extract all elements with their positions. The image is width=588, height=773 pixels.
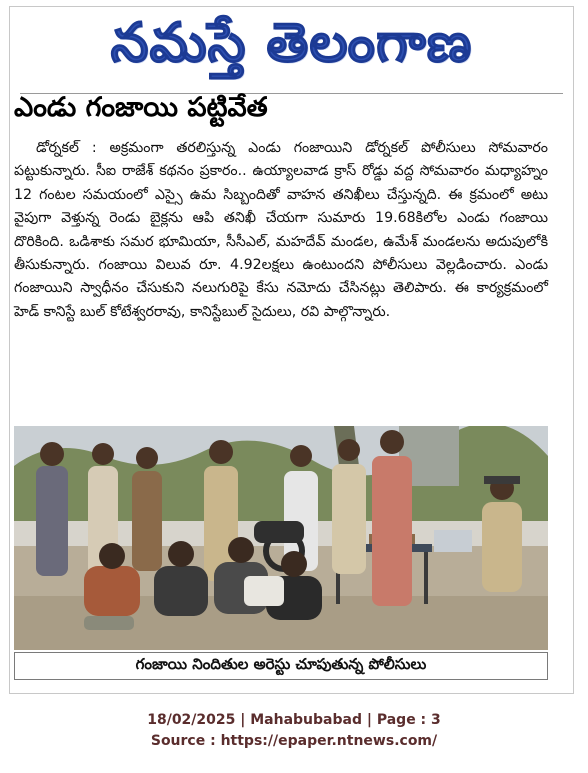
article-headline: ఎండు గంజాయి పట్టివేత: [14, 92, 268, 123]
footer-source-url: Source : https://epaper.ntnews.com/: [150, 733, 438, 749]
footer-date-edition: 18/02/2025 | Mahabubabad | Page : 3: [147, 712, 441, 728]
masthead-title: నమస్తే తెలంగాణ: [110, 10, 473, 74]
article-photo: [14, 426, 548, 650]
masthead: [10, 11, 573, 87]
article-body: [14, 137, 548, 324]
source-footer: [0, 710, 588, 752]
photo-caption: గంజాయి నిందితుల అరెస్టు చూపుతున్న పోలీసులు: [135, 655, 427, 673]
photo-caption-box: [14, 652, 548, 680]
article-paragraph: డోర్నకల్ : అక్రమంగా తరలిస్తున్న ఎండు గంజాయిని డోర్నకల్ పోలీసులు సోమవారం పట్టుకున్నారు. సీఐ రాజేశ్ కథనం ప్రకారం.. ఉయ్యాలవాడ క్రాస్ రోడ్డు వద్ద సోమవారం మధ్యాహ్నం 12 గంటల సమయంలో ఎస్సై ఉమ సిబ్బందితో వాహన తనిఖీలు చేస్తున్నది. ఈ క్రమంలో అటు వైపుగా వెళ్తున్న రెండు బైక్లను ఆపి తనిఖీ చేయగా సుమారు 19.68కిలోల ఎండు గంజాయి దొరికింది. ఒడిశాకు సమర భూమియా, సీసీఎల్, మహదేవ్ మండల, ఉమేశ్ మండలను అదుపులోకి తీసుకున్నారు. గంజాయి విలువ రూ. 4.92లక్షలు ఉంటుందని పోలీసులు వెల్లడించారు. ఎండు గంజాయిని స్వాధీనం చేసుకుని నలుగురిపై కేసు నమోదు చేసినట్లు తెలిపారు. ఈ కార్యక్రమంలో హెడ్ కానిస్టే బుల్ కోటేశ్వరరావు, కానిస్టేబుల్ సైదులు, రవి పాల్గొన్నారు.: [14, 140, 548, 320]
